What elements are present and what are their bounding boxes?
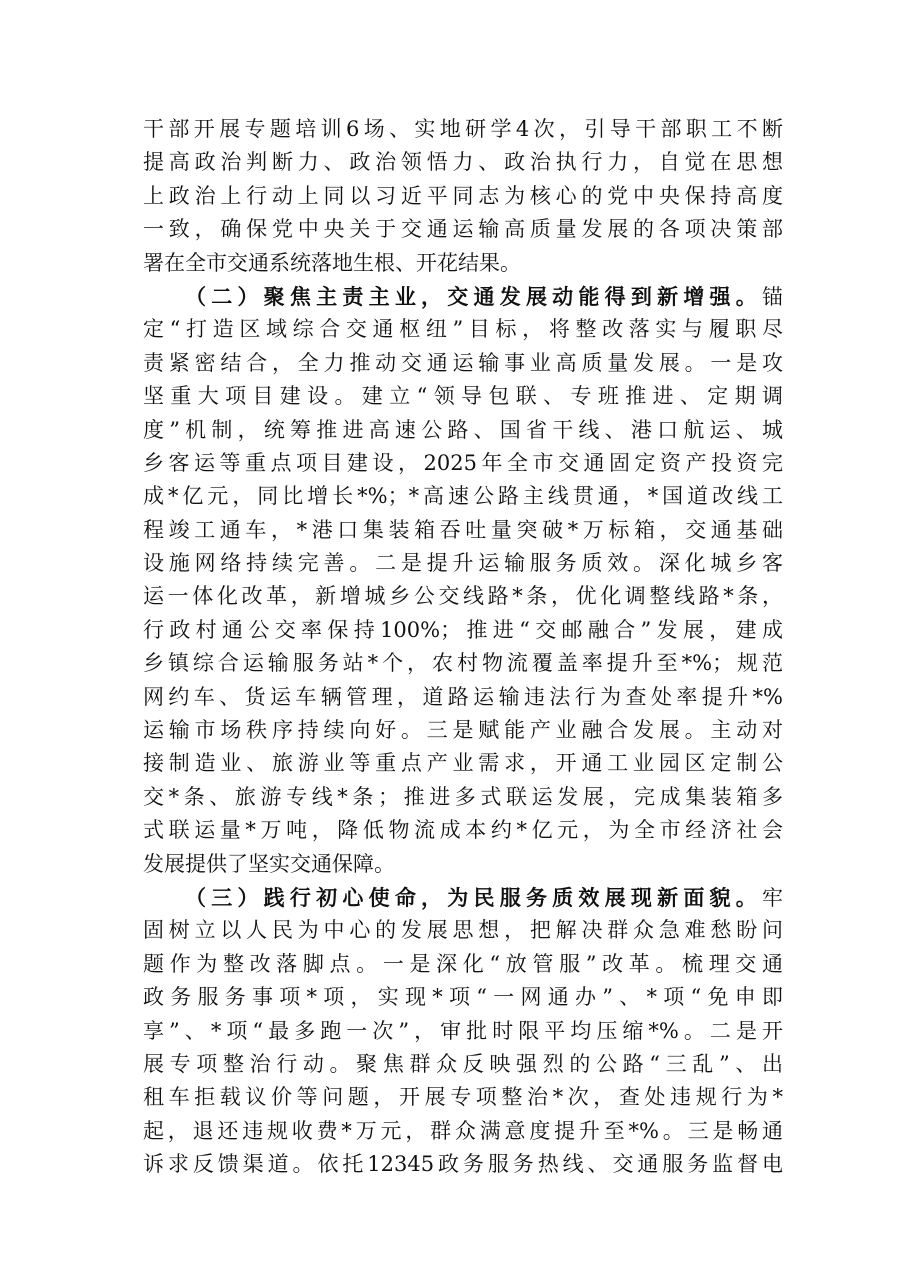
text-line: 固树立以人民为中心的发展思想，把解决群众急难愁盼问	[143, 918, 783, 943]
paragraph-first-line	[143, 881, 783, 914]
text-line: 责紧密结合，全力推动交通运输事业高质量发展。一是攻	[143, 350, 783, 375]
text-line: 交*条、旅游专线*条；推进多式联运发展，完成集装箱多	[143, 784, 783, 809]
section-heading: （三）践行初心使命，为民服务质效展现新面貌。	[185, 884, 762, 910]
text-line: 乡镇综合运输服务站*个，农村物流覆盖率提升至*%；规范	[143, 651, 783, 676]
text-line: 成*亿元，同比增长*%；*高速公路主线贯通，*国道改线工	[143, 484, 783, 509]
text-line: 政务服务事项*项，实现*项“一网通办”、*项“免申即	[143, 985, 783, 1010]
text-line: 式联运量*万吨，降低物流成本约*亿元，为全市经济社会	[143, 818, 783, 843]
text-line: 一致，确保党中央关于交通运输高质量发展的各项决策部	[143, 217, 783, 242]
text-line-rest: 锚	[762, 284, 783, 309]
text-line: 上政治上行动上同以习近平同志为核心的党中央保持高度	[143, 183, 783, 208]
text-line: 起，退还违规收费*万元，群众满意度提升至*%。三是畅通	[143, 1118, 783, 1143]
paragraph-1	[143, 113, 783, 280]
text-line: 展专项整治行动。聚焦群众反映强烈的公路“三乱”、出	[143, 1051, 783, 1076]
text-line: 发展提供了坚实交通保障。	[143, 851, 395, 876]
text-line: 运一体化改革，新增城乡公交线路*条，优化调整线路*条，	[143, 584, 783, 609]
text-line: 程竣工通车，*港口集装箱吞吐量突破*万标箱，交通基础	[143, 517, 783, 542]
text-line: 享”、*项“最多跑一次”，审批时限平均压缩*%。二是开	[143, 1018, 783, 1043]
text-line-rest: 牢	[762, 885, 783, 910]
text-line: 租车拒载议价等问题，开展专项整治*次，查处违规行为*	[143, 1085, 783, 1110]
document-body	[143, 113, 783, 1182]
text-line: 行政村通公交率保持100%；推进“交邮融合”发展，建成	[143, 617, 783, 642]
text-line: 提高政治判断力、政治领悟力、政治执行力，自觉在思想	[143, 150, 783, 175]
text-line: 网约车、货运车辆管理，道路运输违法行为查处率提升*%	[143, 684, 783, 709]
text-line: 题作为整改落脚点。一是深化“放管服”改革。梳理交通	[143, 951, 783, 976]
text-line: 诉求反馈渠道。依托12345政务服务热线、交通服务监督电	[143, 1152, 783, 1177]
paragraph-3	[143, 881, 783, 1182]
text-line: 设施网络持续完善。二是提升运输服务质效。深化城乡客	[143, 551, 783, 576]
text-line: 定“打造区域综合交通枢纽”目标，将整改落实与履职尽	[143, 317, 783, 342]
text-line: 乡客运等重点项目建设，2025年全市交通固定资产投资完	[143, 450, 783, 475]
text-line: 坚重大项目建设。建立“领导包联、专班推进、定期调	[143, 384, 783, 409]
paragraph-2	[143, 280, 783, 881]
paragraph-first-line	[143, 280, 783, 313]
text-line: 干部开展专题培训6场、实地研学4次，引导干部职工不断	[143, 117, 783, 141]
text-line: 运输市场秩序持续向好。三是赋能产业融合发展。主动对	[143, 718, 783, 743]
text-line: 接制造业、旅游业等重点产业需求，开通工业园区定制公	[143, 751, 783, 776]
text-line: 度”机制，统筹推进高速公路、国省干线、港口航运、城	[143, 417, 783, 442]
text-line: 署在全市交通系统落地生根、开花结果。	[143, 250, 521, 275]
section-heading: （二）聚焦主责主业，交通发展动能得到新增强。	[185, 283, 762, 309]
